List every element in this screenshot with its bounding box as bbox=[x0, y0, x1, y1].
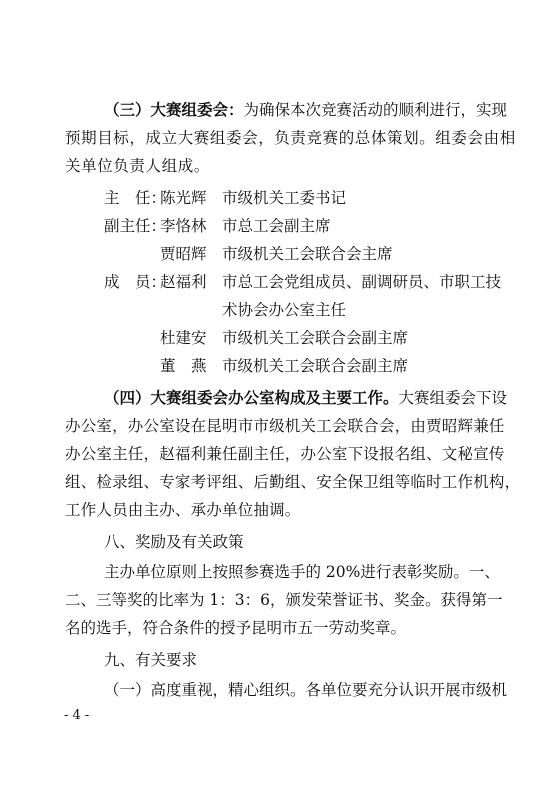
section4-heading: （四）大赛组委会办公室构成及主要工作。 bbox=[104, 388, 399, 407]
section4-line1 bbox=[104, 388, 507, 408]
section9-line1: （一）高度重视，精心组织。各单位要充分认识开展市级机 bbox=[104, 681, 508, 699]
member-title: 市级机关工会联合会主席 bbox=[222, 245, 393, 263]
section3-line1-text: 为确保本次竞赛活动的顺利进行，实现 bbox=[243, 101, 508, 119]
section8-line2: 二、三等奖的比率为 1：3：6，颁发荣誉证书、奖金。获得第一 bbox=[65, 591, 503, 609]
member-title: 市级机关工会联合会副主席 bbox=[222, 357, 409, 375]
section9-heading: 九、有关要求 bbox=[104, 651, 198, 669]
member-name: 董 燕 bbox=[160, 357, 207, 375]
member-name: 赵福利 bbox=[160, 273, 207, 291]
member-name: 陈光辉 bbox=[160, 189, 207, 207]
member-title: 市总工会副主席 bbox=[222, 217, 331, 235]
member-role: 成 员： bbox=[104, 273, 167, 291]
section8-line1: 主办单位原则上按照参赛选手的 20%进行表彰奖励。一、 bbox=[104, 563, 500, 581]
section8-heading: 八、奖励及有关政策 bbox=[104, 533, 244, 551]
section4-line5: 工作人员由主办、承办单位抽调。 bbox=[65, 501, 301, 519]
member-name: 杜建安 bbox=[160, 329, 207, 347]
section4-line3: 办公室主任，赵福利兼任副主任，办公室下设报名组、文秘宣传 bbox=[65, 445, 505, 463]
section3-line3: 关单位负责人组成。 bbox=[65, 157, 210, 175]
section8-line3: 名的选手，符合条件的授予昆明市五一劳动奖章。 bbox=[65, 619, 407, 637]
section3-line1 bbox=[104, 100, 507, 120]
member-name: 李恪林 bbox=[160, 217, 207, 235]
member-title: 市总工会党组成员、副调研员、市职工技 bbox=[222, 273, 502, 291]
section4-line1-text: 大赛组委会下设 bbox=[398, 389, 508, 407]
member-title-continued: 术协会办公室主任 bbox=[222, 301, 347, 319]
section3-heading: （三）大赛组委会： bbox=[104, 100, 244, 119]
member-name: 贾昭辉 bbox=[160, 245, 207, 263]
member-title: 市级机关工委书记 bbox=[222, 189, 347, 207]
member-role: 副主任： bbox=[104, 217, 167, 235]
section3-line2: 预期目标，成立大赛组委会，负责竞赛的总体策划。组委会由相 bbox=[65, 129, 516, 147]
member-role: 主 任： bbox=[104, 189, 167, 207]
page-number: - 4 - bbox=[64, 708, 90, 723]
section4-line4: 组、检录组、专家考评组、后勤组、安全保卫组等临时工作机构， bbox=[65, 473, 521, 491]
member-title: 市级机关工会联合会副主席 bbox=[222, 329, 409, 347]
section4-line2: 办公室，办公室设在昆明市市级机关工会联合会，由贾昭辉兼任 bbox=[65, 417, 505, 435]
